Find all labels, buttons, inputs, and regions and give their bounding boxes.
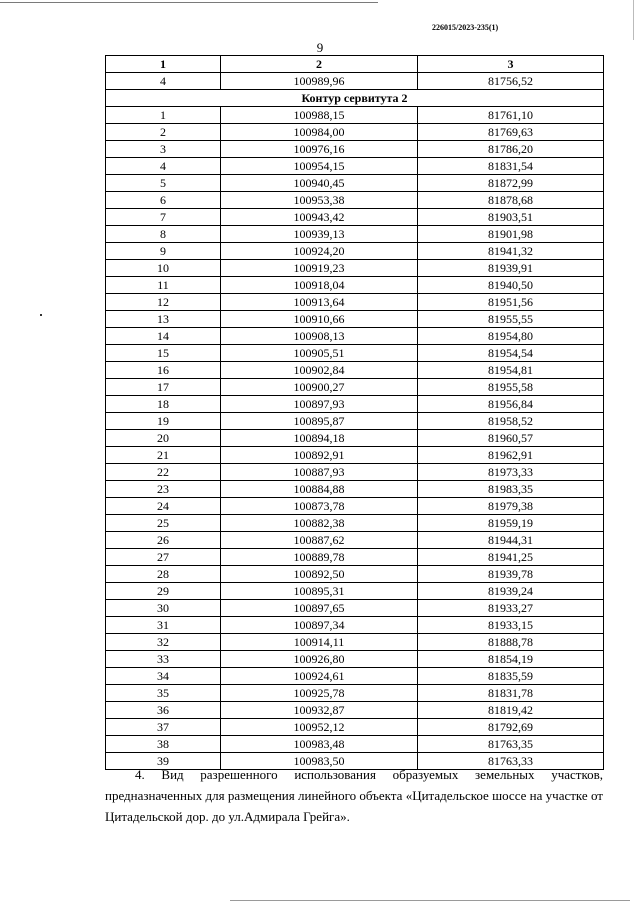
table-cell-col3: 81854,19: [418, 651, 604, 668]
table-row: [106, 719, 604, 736]
table-row: [106, 311, 604, 328]
table-cell-col1: 34: [106, 668, 221, 685]
table-cell-col2: 100984,00: [221, 124, 418, 141]
table-cell-col1: 39: [106, 753, 221, 770]
table-cell-col2: 100940,45: [221, 175, 418, 192]
table-cell-col3: 81954,54: [418, 345, 604, 362]
table-cell-col1: 14: [106, 328, 221, 345]
table-row: [106, 498, 604, 515]
table-cell-col3: 81956,84: [418, 396, 604, 413]
table-cell-col1: 1: [106, 107, 221, 124]
table-header-row: [106, 56, 604, 73]
table-row: [106, 685, 604, 702]
coordinates-table: [105, 55, 604, 770]
table-cell-col3: 81983,35: [418, 481, 604, 498]
table-cell-col2: 100908,13: [221, 328, 418, 345]
table-cell-col2: 100889,78: [221, 549, 418, 566]
table-cell-col1: 36: [106, 702, 221, 719]
bottom-rule: [230, 900, 630, 901]
table-cell-col1: 25: [106, 515, 221, 532]
table-cell-col2: 100983,48: [221, 736, 418, 753]
table-cell-col2: 100976,16: [221, 141, 418, 158]
table-cell-col3: 81933,15: [418, 617, 604, 634]
table-cell-col1: 28: [106, 566, 221, 583]
table-cell-col1: 32: [106, 634, 221, 651]
table-cell-col3: 81878,68: [418, 192, 604, 209]
table-row: [106, 175, 604, 192]
table-cell-col1: 11: [106, 277, 221, 294]
table-cell-col3: 81761,10: [418, 107, 604, 124]
table-cell-col1: 19: [106, 413, 221, 430]
table-cell-col3: 81940,50: [418, 277, 604, 294]
table-cell-col2: 100914,11: [221, 634, 418, 651]
table-cell-col3: 81792,69: [418, 719, 604, 736]
table-row: [106, 294, 604, 311]
table-cell-col2: 100873,78: [221, 498, 418, 515]
table-cell-col2: 100902,84: [221, 362, 418, 379]
table-row: [106, 600, 604, 617]
table-row: [106, 515, 604, 532]
table-cell-col1: 3: [106, 141, 221, 158]
table-cell-col3: 81939,24: [418, 583, 604, 600]
table-cell-col1: 16: [106, 362, 221, 379]
table-cell-col2: 100919,23: [221, 260, 418, 277]
table-cell-col1: 24: [106, 498, 221, 515]
table-cell-col2: 100900,27: [221, 379, 418, 396]
table-cell-col1: 37: [106, 719, 221, 736]
table-cell-col2: 100897,65: [221, 600, 418, 617]
table-cell-col2: 100983,50: [221, 753, 418, 770]
table-cell-col2: 100954,15: [221, 158, 418, 175]
table-cell-col1: 8: [106, 226, 221, 243]
table-row: [106, 328, 604, 345]
table-cell-col3: 81933,27: [418, 600, 604, 617]
table-cell-col2: 100887,62: [221, 532, 418, 549]
table-cell-col1: 33: [106, 651, 221, 668]
table-cell-col1: 18: [106, 396, 221, 413]
table-cell-col3: 81959,19: [418, 515, 604, 532]
table-cell-col1: 5: [106, 175, 221, 192]
column-header-1: 1: [106, 56, 221, 73]
table-cell-col1: 6: [106, 192, 221, 209]
table-cell-col2: 100939,13: [221, 226, 418, 243]
paragraph-4: [105, 764, 603, 827]
table-row: [106, 73, 604, 90]
table-cell-col2: 100882,38: [221, 515, 418, 532]
table-row: [106, 345, 604, 362]
table-cell-col1: 21: [106, 447, 221, 464]
scan-speck: [40, 314, 42, 316]
table-cell-col2: 100905,51: [221, 345, 418, 362]
table-body: [106, 73, 604, 770]
table-cell-col2: 100932,87: [221, 702, 418, 719]
table-cell-col3: 81769,63: [418, 124, 604, 141]
table-cell-col3: 81939,91: [418, 260, 604, 277]
table-cell-col3: 81954,81: [418, 362, 604, 379]
table-row: [106, 192, 604, 209]
table-cell-col1: 20: [106, 430, 221, 447]
table-cell-col2: 100989,96: [221, 73, 418, 90]
table-row: [106, 651, 604, 668]
table-cell-col1: 2: [106, 124, 221, 141]
table-cell-col1: 12: [106, 294, 221, 311]
table-row: [106, 566, 604, 583]
table-row: [106, 617, 604, 634]
table-row: [106, 702, 604, 719]
table-cell-col2: 100897,34: [221, 617, 418, 634]
table-cell-col2: 100887,93: [221, 464, 418, 481]
table-row: [106, 277, 604, 294]
table-cell-col1: 7: [106, 209, 221, 226]
table-row: [106, 243, 604, 260]
table-row: [106, 158, 604, 175]
table-row: [106, 413, 604, 430]
table-cell-col2: 100894,18: [221, 430, 418, 447]
table-cell-col3: 81960,57: [418, 430, 604, 447]
table-cell-col2: 100913,64: [221, 294, 418, 311]
table-row: [106, 430, 604, 447]
table-row: [106, 379, 604, 396]
table-row: [106, 141, 604, 158]
table-cell-col1: 29: [106, 583, 221, 600]
table-cell-col1: 13: [106, 311, 221, 328]
table-cell-col1: 4: [106, 73, 221, 90]
table-cell-col3: 81831,54: [418, 158, 604, 175]
table-cell-col3: 81888,78: [418, 634, 604, 651]
table-cell-col1: 9: [106, 243, 221, 260]
table-cell-col2: 100953,38: [221, 192, 418, 209]
table-cell-col3: 81955,55: [418, 311, 604, 328]
document-number: 226015/2023-235(1): [432, 23, 499, 32]
table-row: [106, 549, 604, 566]
table-cell-col2: 100952,12: [221, 719, 418, 736]
table-cell-col1: 31: [106, 617, 221, 634]
table-cell-col2: 100943,42: [221, 209, 418, 226]
table-cell-col3: 81951,56: [418, 294, 604, 311]
table-cell-col2: 100897,93: [221, 396, 418, 413]
table-cell-col3: 81835,59: [418, 668, 604, 685]
table-cell-col1: 38: [106, 736, 221, 753]
table-cell-col1: 35: [106, 685, 221, 702]
table-cell-col1: 4: [106, 158, 221, 175]
table-cell-col3: 81763,35: [418, 736, 604, 753]
paragraph-text: 4. Вид разрешенного использования образуемых земельных участков, предназначенных для размещения линейного объекта «Цитадельское шоссе на участке от Цитадельской дор. до ул.Адмирала Грейга».: [105, 767, 603, 824]
section-row: [106, 90, 604, 107]
table-row: [106, 107, 604, 124]
table-row: [106, 532, 604, 549]
table-row: [106, 583, 604, 600]
column-header-3: 3: [418, 56, 604, 73]
table-row: [106, 668, 604, 685]
table-cell-col3: 81872,99: [418, 175, 604, 192]
table-cell-col2: 100892,50: [221, 566, 418, 583]
table-cell-col3: 81944,31: [418, 532, 604, 549]
table-cell-col2: 100895,87: [221, 413, 418, 430]
table-cell-col1: 26: [106, 532, 221, 549]
table-cell-col3: 81903,51: [418, 209, 604, 226]
table-row: [106, 124, 604, 141]
table-cell-col3: 81939,78: [418, 566, 604, 583]
table-row: [106, 362, 604, 379]
column-header-2: 2: [221, 56, 418, 73]
table-cell-col3: 81786,20: [418, 141, 604, 158]
table-cell-col2: 100910,66: [221, 311, 418, 328]
table-cell-col3: 81955,58: [418, 379, 604, 396]
table-cell-col3: 81831,78: [418, 685, 604, 702]
table-row: [106, 260, 604, 277]
table-cell-col3: 81973,33: [418, 464, 604, 481]
table-cell-col3: 81901,98: [418, 226, 604, 243]
table-cell-col3: 81979,38: [418, 498, 604, 515]
table-cell-col3: 81819,42: [418, 702, 604, 719]
table-row: [106, 736, 604, 753]
top-rule: [0, 2, 378, 3]
section-title: Контур сервитута 2: [106, 90, 604, 107]
table-row: [106, 481, 604, 498]
table-cell-col3: 81756,52: [418, 73, 604, 90]
table-cell-col3: 81941,32: [418, 243, 604, 260]
table-cell-col1: 10: [106, 260, 221, 277]
table-cell-col2: 100918,04: [221, 277, 418, 294]
table-cell-col1: 27: [106, 549, 221, 566]
table-cell-col2: 100924,61: [221, 668, 418, 685]
table-cell-col1: 30: [106, 600, 221, 617]
table-cell-col3: 81763,33: [418, 753, 604, 770]
table-cell-col1: 17: [106, 379, 221, 396]
table-row: [106, 447, 604, 464]
table-cell-col2: 100884,88: [221, 481, 418, 498]
table-cell-col3: 81954,80: [418, 328, 604, 345]
table-cell-col3: 81958,52: [418, 413, 604, 430]
table-row: [106, 226, 604, 243]
table-cell-col2: 100892,91: [221, 447, 418, 464]
table-row: [106, 209, 604, 226]
table-cell-col2: 100988,15: [221, 107, 418, 124]
table-cell-col3: 81941,25: [418, 549, 604, 566]
table-cell-col3: 81962,91: [418, 447, 604, 464]
table-cell-col1: 15: [106, 345, 221, 362]
table-cell-col1: 22: [106, 464, 221, 481]
page-number: 9: [316, 40, 324, 55]
scan-edge-line: [633, 0, 634, 40]
table-row: [106, 396, 604, 413]
table-cell-col2: 100925,78: [221, 685, 418, 702]
table-row: [106, 634, 604, 651]
table-cell-col2: 100924,20: [221, 243, 418, 260]
table-cell-col1: 23: [106, 481, 221, 498]
table-row: [106, 464, 604, 481]
table-cell-col2: 100895,31: [221, 583, 418, 600]
table-cell-col2: 100926,80: [221, 651, 418, 668]
